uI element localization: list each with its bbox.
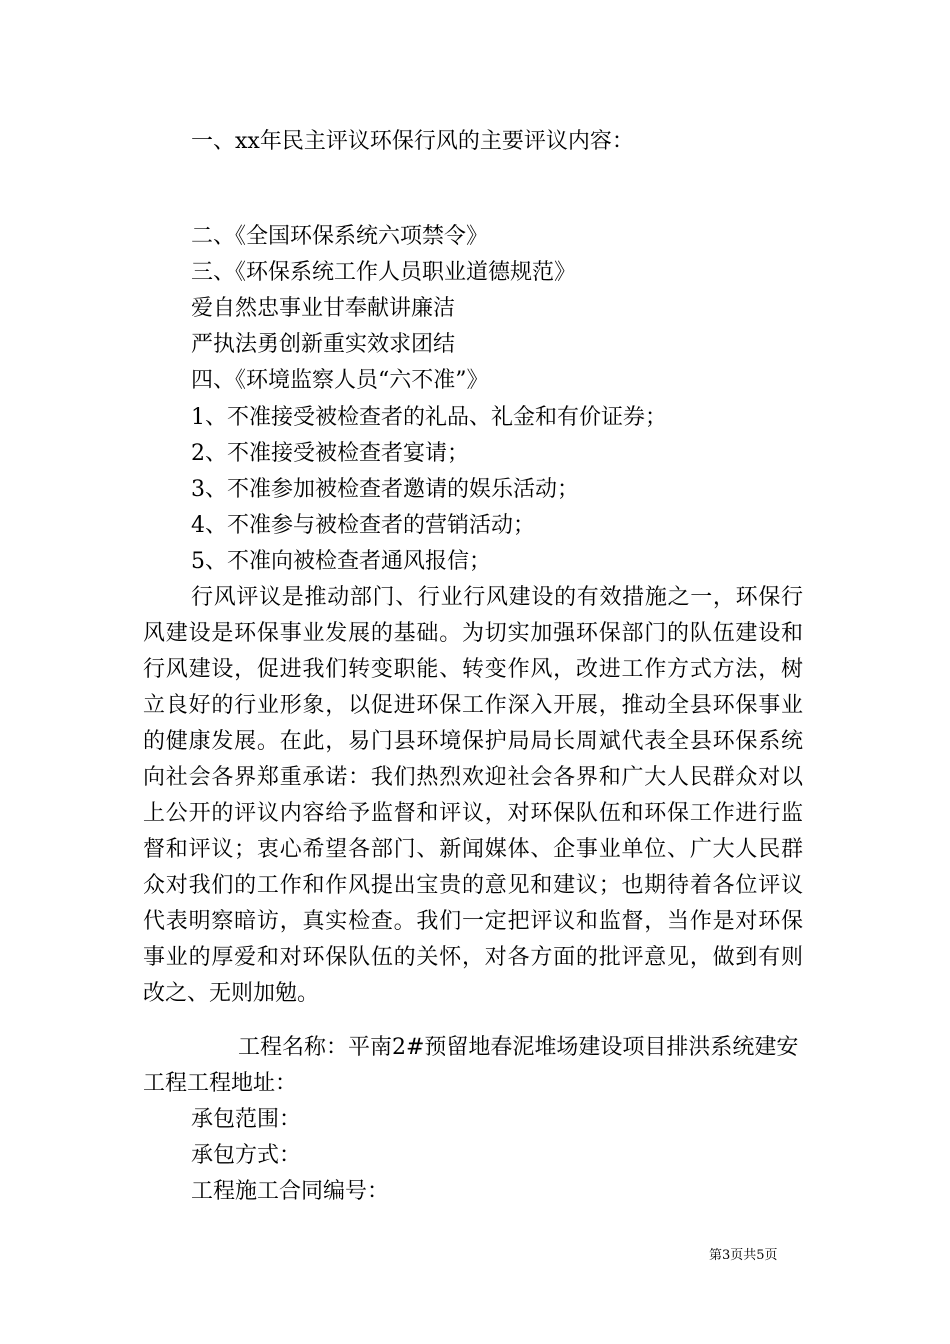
contract-number-label: 工程施工合同编号： [191, 1179, 390, 1204]
paragraph-line-6: 向社会各界郑重承诺：我们热烈欢迎社会各界和广大人民群众对以 [143, 765, 803, 790]
rule-item-5: 5、不准向被检查者通风报信； [191, 549, 491, 574]
rule-item-3: 3、不准参加被检查者邀请的娱乐活动； [191, 477, 579, 502]
heading-section-2: 二、《全国环保系统六项禁令》 [191, 224, 489, 249]
paragraph-line-7: 上公开的评议内容给予监督和评议，对环保队伍和环保工作进行监 [143, 801, 803, 826]
paragraph-line-4: 立良好的行业形象，以促进环保工作深入开展，推动全县环保事业 [143, 693, 803, 718]
rule-item-2: 2、不准接受被检查者宴请； [191, 441, 469, 466]
paragraph-line-8: 督和评议；衷心希望各部门、新闻媒体、企事业单位、广大人民群 [143, 837, 803, 862]
motto-line-2: 严执法勇创新重实效求团结 [191, 332, 456, 357]
paragraph-line-5: 的健康发展。在此，易门县环境保护局局长周斌代表全县环保系统 [143, 729, 803, 754]
paragraph-line-10: 代表明察暗访，真实检查。我们一定把评议和监督，当作是对环保 [143, 909, 803, 934]
project-address-line: 工程工程地址： [143, 1071, 298, 1096]
rule-item-4: 4、不准参与被检查者的营销活动； [191, 513, 535, 538]
heading-section-3: 三、《环保系统工作人员职业道德规范》 [191, 260, 577, 285]
heading-section-4: 四、《环境监察人员“六不准”》 [191, 368, 489, 393]
project-name-line: 工程名称：平南2#预留地春泥堆场建设项目排洪系统建安 [238, 1035, 799, 1060]
heading-section-1: 一、xx年民主评议环保行风的主要评议内容： [191, 129, 634, 154]
contract-method-label: 承包方式： [191, 1143, 302, 1168]
paragraph-line-11: 事业的厚爱和对环保队伍的关怀，对各方面的批评意见，做到有则 [143, 945, 803, 970]
paragraph-line-12: 改之、无则加勉。 [143, 981, 320, 1006]
paragraph-line-2: 风建设是环保事业发展的基础。为切实加强环保部门的队伍建设和 [143, 621, 803, 646]
rule-item-1: 1、不准接受被检查者的礼品、礼金和有价证券； [191, 405, 667, 430]
paragraph-line-1: 行风评议是推动部门、行业行风建设的有效措施之一，环保行 [191, 585, 803, 610]
paragraph-line-3: 行风建设，促进我们转变职能、转变作风，改进工作方式方法，树 [143, 657, 803, 682]
paragraph-line-9: 众对我们的工作和作风提出宝贵的意见和建议；也期待着各位评议 [143, 873, 803, 898]
motto-line-1: 爱自然忠事业甘奉献讲廉洁 [191, 296, 456, 321]
contract-scope-label: 承包范围： [191, 1107, 302, 1132]
page-indicator: 第3页共5页 [709, 1248, 778, 1263]
